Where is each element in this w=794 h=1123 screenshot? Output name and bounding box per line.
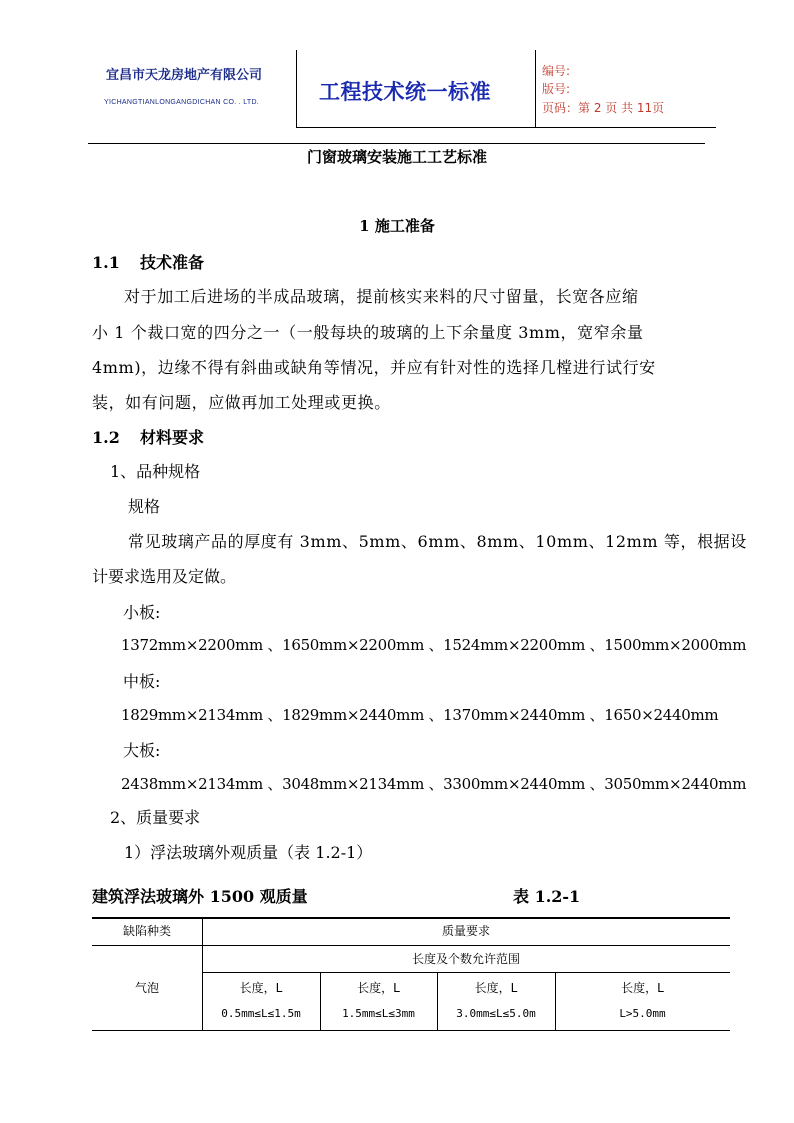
table-rule [92, 945, 730, 946]
paragraph-line: 小 1 个裁口宽的四分之一（一般每块的玻璃的上下余量度 3mm，宽窄余量 [92, 323, 644, 342]
list-item-1: 1、品种规格 [110, 462, 201, 481]
spec-label: 规格 [128, 497, 161, 516]
heading-1-2 [92, 425, 204, 448]
medium-board-label: 中板: [123, 672, 161, 691]
range-cell: 0.5mm≤L≤1.5m [221, 1007, 301, 1020]
range-cell: 3.0mm≤L≤5.0m [456, 1007, 536, 1020]
table-border-bottom [92, 1030, 730, 1031]
table-title: 建筑浮法玻璃外 1500 观质量 [92, 887, 308, 906]
paragraph-line: 常见玻璃产品的厚度有 3mm、5mm、6mm、8mm、10mm、12mm 等，根据设 [128, 532, 747, 551]
standard-title: 工程技术统一标准 [319, 80, 491, 104]
paragraph-line: 装，如有问题，应做再加工处理或更换。 [92, 393, 391, 412]
section-title: 1 施工准备 [359, 217, 435, 235]
company-name-cn: 宜昌市天龙房地产有限公司 [106, 68, 263, 83]
length-label: 长度，L [357, 981, 400, 995]
paragraph-line: 计要求选用及定做。 [92, 567, 237, 586]
code-label: 编号: [542, 64, 571, 78]
paragraph-line: 对于加工后进场的半成品玻璃，提前核实来料的尺寸留量，长宽各应缩 [124, 287, 639, 306]
table-border-top [92, 917, 730, 919]
length-label: 长度，L [474, 981, 518, 995]
medium-board-sizes: 1829mm×2134mm 、1829mm×2440mm 、1370mm×2440mm 、1650×2440mm [121, 706, 719, 724]
table-number: 表 1.2-1 [513, 887, 581, 906]
company-name-en: YICHANGTIANLONGANGDICHAN CO. . LTD. [104, 99, 260, 106]
header-divider-left [296, 50, 297, 127]
small-board-sizes: 1372mm×2200mm 、1650mm×2200mm 、1524mm×2200mm 、1500mm×2000mm [121, 636, 747, 654]
paragraph-line: 4mm)，边缘不得有斜曲或缺角等情况，并应有针对性的选择几樘进行试行安 [92, 358, 656, 377]
header-rule-bottom [88, 143, 705, 144]
page-info: 页码：第 2 页 共 11页 [542, 101, 665, 115]
heading-text: 材料要求 [140, 428, 205, 447]
large-board-label: 大板: [123, 741, 161, 760]
row-label-bubble: 气泡 [134, 981, 159, 995]
list-item-2-1: 1）浮法玻璃外观质量（表 1.2-1） [124, 843, 373, 862]
version-label: 版号: [542, 82, 571, 96]
document-title: 门窗玻璃安装施工工艺标准 [306, 148, 487, 166]
heading-number: 1.1 [92, 253, 120, 272]
heading-1-1 [92, 250, 204, 273]
small-board-label: 小板: [123, 603, 161, 622]
range-cell: L>5.0mm [619, 1007, 666, 1020]
header-rule-top [296, 127, 716, 128]
header-quality: 质量要求 [441, 924, 490, 938]
header-divider-right [535, 50, 536, 127]
length-label: 长度，L [621, 981, 664, 995]
length-label: 长度，L [239, 981, 283, 995]
large-board-sizes: 2438mm×2134mm 、3048mm×2134mm 、3300mm×2440mm 、3050mm×2440mm [121, 775, 747, 793]
list-item-2: 2、质量要求 [110, 808, 201, 827]
heading-number: 1.2 [92, 428, 120, 447]
heading-text: 技术准备 [140, 253, 205, 272]
table-rule [202, 972, 730, 973]
range-cell: 1.5mm≤L≤3mm [342, 1007, 415, 1020]
header-length-count: 长度及个数允许范围 [411, 952, 520, 966]
header-defect-type: 缺陷种类 [122, 924, 171, 938]
